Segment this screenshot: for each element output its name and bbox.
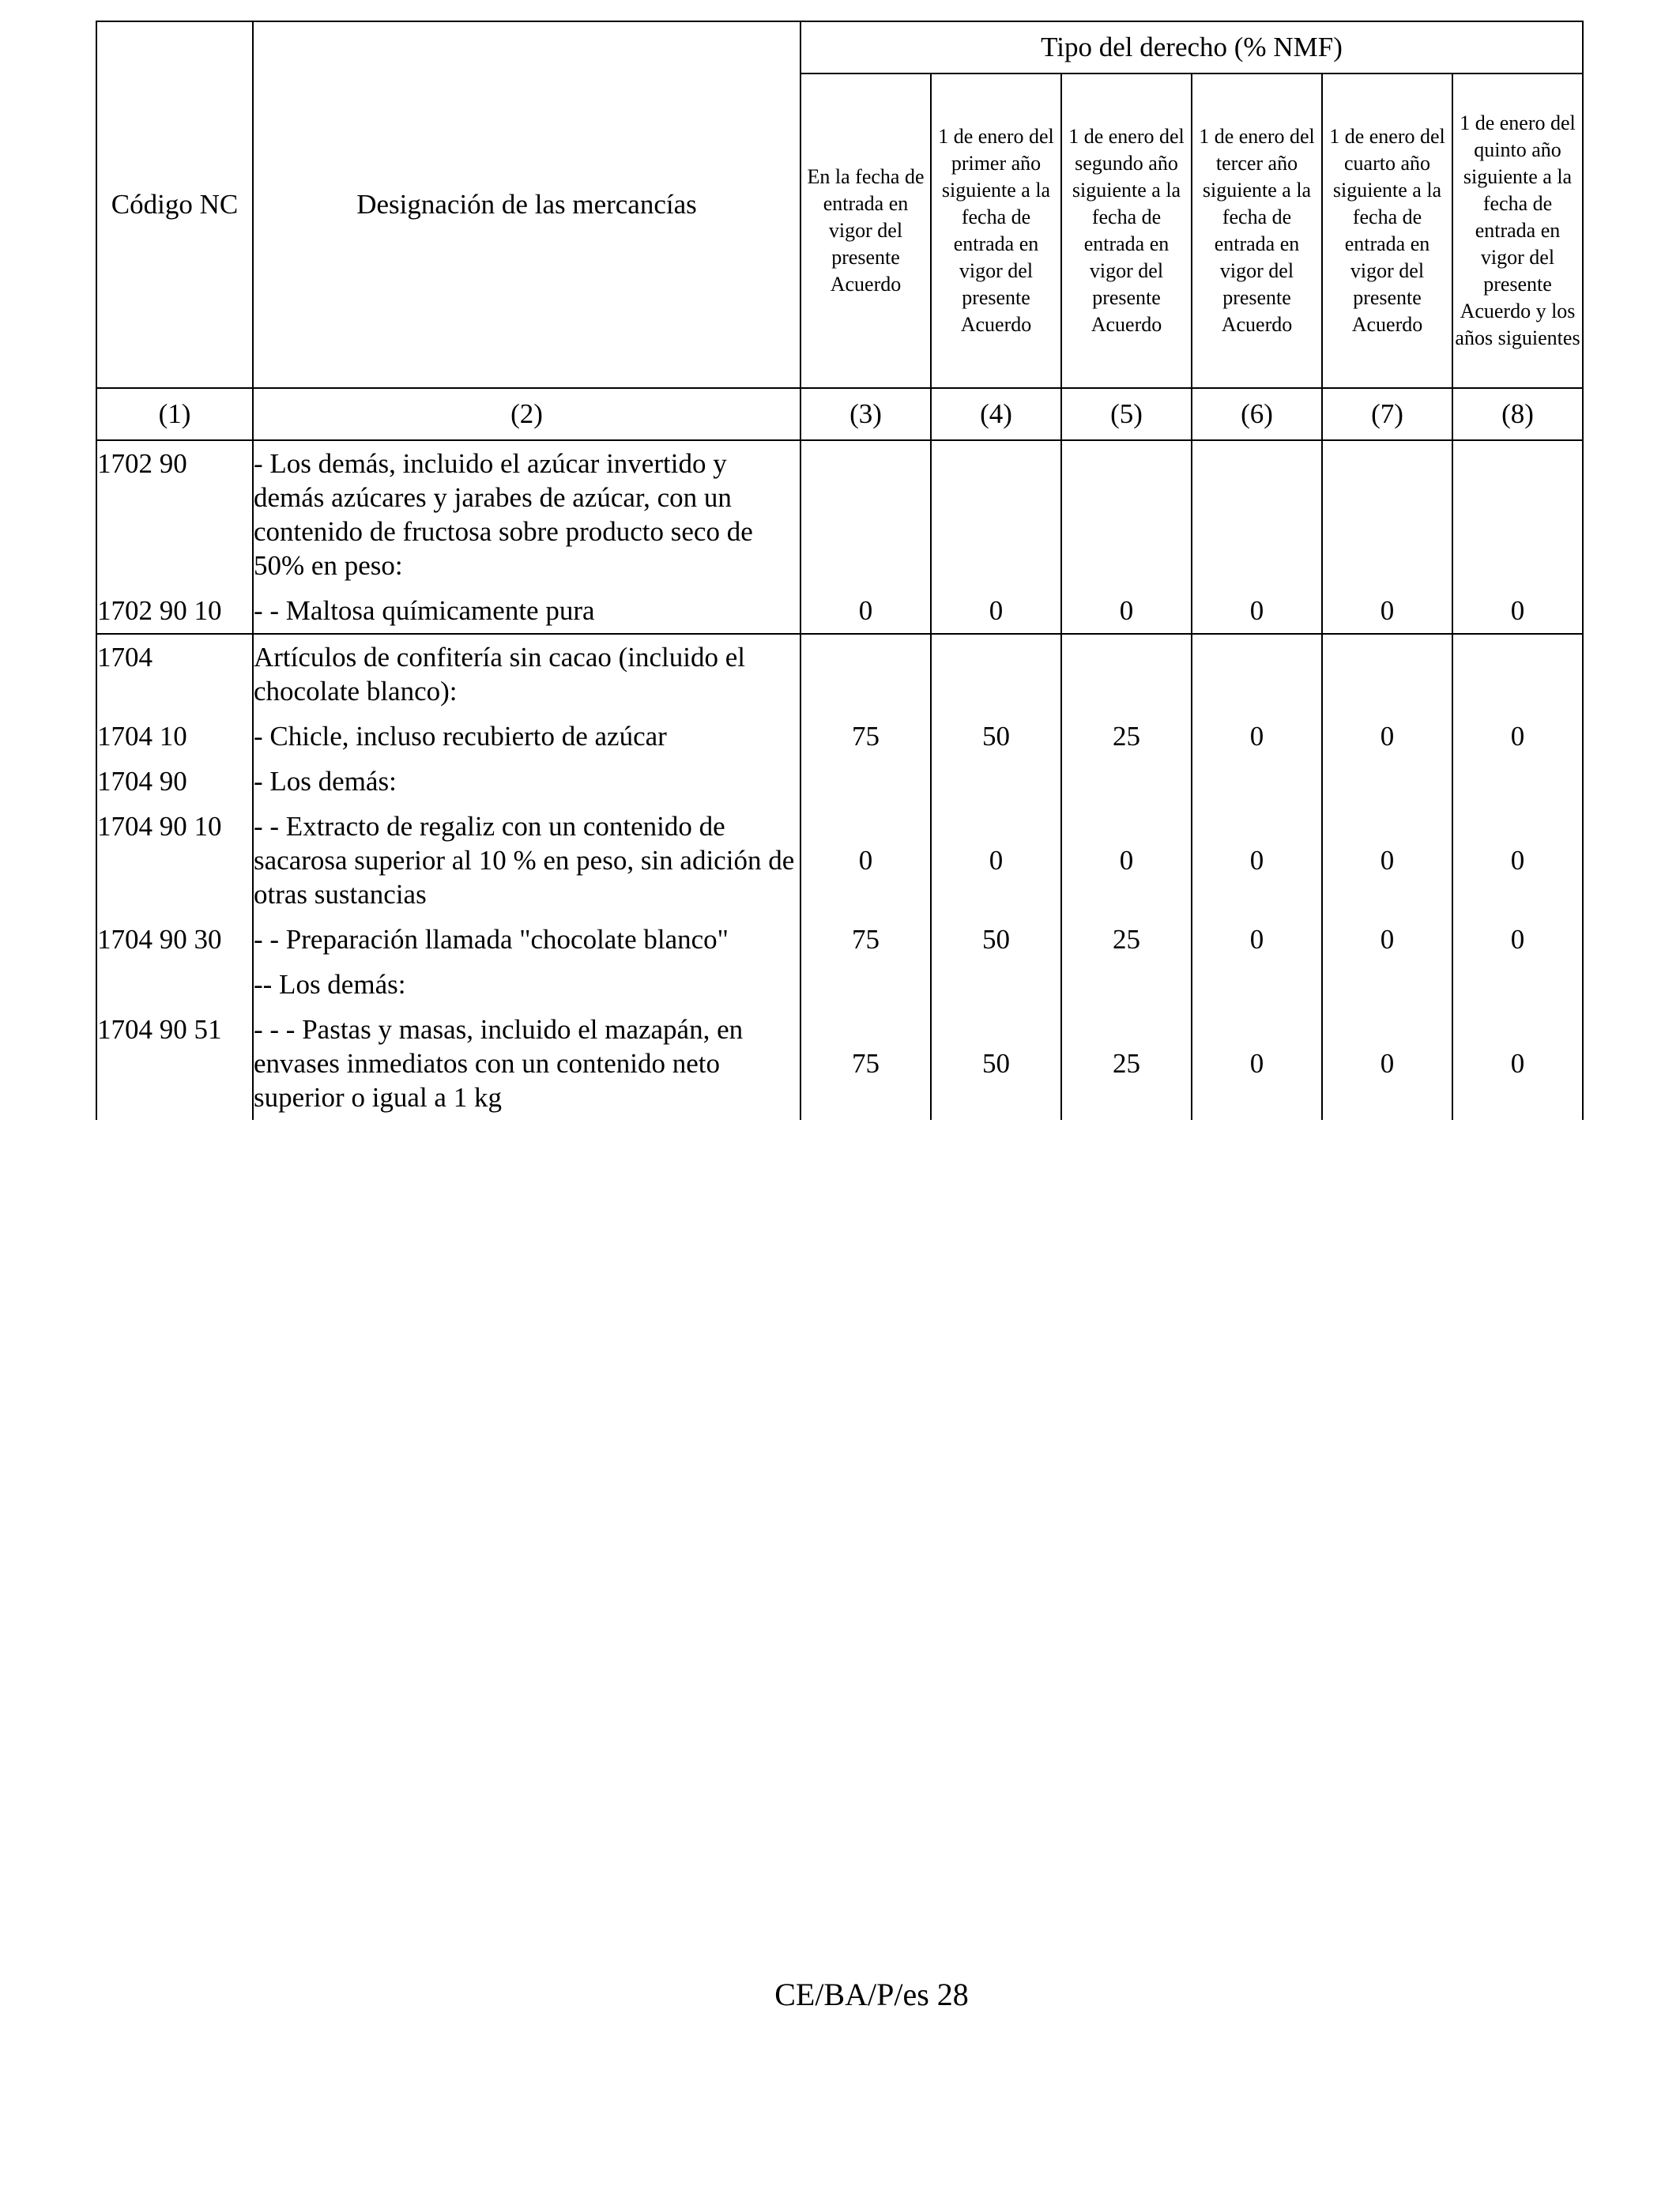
cn-code: 1704 10	[96, 714, 253, 759]
rate-cell	[800, 962, 931, 1007]
header-rate-col-4: 1 de enero del primer año siguiente a la fecha de entrada en vigor del presente Acuerdo	[931, 74, 1061, 388]
table-row	[96, 962, 1583, 1007]
goods-description: - Los demás, incluido el azúcar invertido y demás azúcares y jarabes de azúcar, con un contenido de fructosa sobre producto seco de 50% en peso:	[253, 440, 800, 588]
rate-cell: 0	[1452, 804, 1583, 917]
column-number: (1)	[96, 388, 253, 440]
page-reference: CE/BA/P/es 28	[774, 1977, 969, 2012]
column-number: (3)	[800, 388, 931, 440]
rate-cell: 0	[800, 588, 931, 634]
header-rate-col-6: 1 de enero del tercer año siguiente a la fecha de entrada en vigor del presente Acuerdo	[1192, 74, 1322, 388]
rate-cell	[1322, 440, 1452, 588]
rate-cell	[1452, 759, 1583, 804]
rate-cell	[1452, 634, 1583, 714]
column-number: (7)	[1322, 388, 1452, 440]
cn-code: 1704 90 10	[96, 804, 253, 917]
goods-description: - Chicle, incluso recubierto de azúcar	[253, 714, 800, 759]
cn-code: 1702 90	[96, 440, 253, 588]
rate-cell	[1061, 962, 1192, 1007]
rate-cell	[800, 440, 931, 588]
rate-cell: 0	[1452, 588, 1583, 634]
column-number: (2)	[253, 388, 800, 440]
rate-cell: 0	[1061, 804, 1192, 917]
goods-description: -- Los demás:	[253, 962, 800, 1007]
column-number-row	[96, 388, 1583, 440]
rate-cell	[931, 440, 1061, 588]
table-row	[96, 759, 1583, 804]
column-number: (5)	[1061, 388, 1192, 440]
table-row	[96, 440, 1583, 588]
rate-cell	[800, 759, 931, 804]
table-row	[96, 588, 1583, 634]
rate-cell	[1061, 440, 1192, 588]
rate-cell: 75	[800, 917, 931, 962]
table-row	[96, 634, 1583, 714]
cn-code: 1704	[96, 634, 253, 714]
rate-cell: 0	[931, 804, 1061, 917]
table-row	[96, 714, 1583, 759]
rate-cell	[1192, 440, 1322, 588]
column-number: (6)	[1192, 388, 1322, 440]
rate-cell	[931, 634, 1061, 714]
rate-cell	[931, 759, 1061, 804]
tariff-table	[96, 21, 1584, 1120]
header-rate-col-8: 1 de enero del quinto año siguiente a la fecha de entrada en vigor del presente Acuerdo y los años siguientes	[1452, 74, 1583, 388]
rate-cell: 0	[1322, 1007, 1452, 1120]
rate-cell: 0	[1452, 917, 1583, 962]
goods-description: - - - Pastas y masas, incluido el mazapán, en envases inmediatos con un contenido neto superior o igual a 1 kg	[253, 1007, 800, 1120]
goods-description: - - Extracto de regaliz con un contenido de sacarosa superior al 10 % en peso, sin adición de otras sustancias	[253, 804, 800, 917]
goods-description: - - Maltosa químicamente pura	[253, 588, 800, 634]
rate-cell: 0	[1192, 917, 1322, 962]
rate-cell: 0	[1322, 714, 1452, 759]
rate-cell	[1452, 440, 1583, 588]
rate-cell: 0	[1061, 588, 1192, 634]
header-rate-col-3: En la fecha de entrada en vigor del presente Acuerdo	[800, 74, 931, 388]
rate-cell: 0	[1192, 588, 1322, 634]
rate-cell	[1192, 759, 1322, 804]
header-duty-group: Tipo del derecho (% NMF)	[800, 21, 1583, 74]
rate-cell	[1452, 962, 1583, 1007]
rate-cell: 0	[800, 804, 931, 917]
header-rate-col-7: 1 de enero del cuarto año siguiente a la fecha de entrada en vigor del presente Acuerdo	[1322, 74, 1452, 388]
cn-code: 1704 90 30	[96, 917, 253, 962]
table-row	[96, 1007, 1583, 1120]
rate-cell	[1192, 962, 1322, 1007]
rate-cell	[931, 962, 1061, 1007]
rate-cell: 0	[931, 588, 1061, 634]
rate-cell: 0	[1322, 917, 1452, 962]
rate-cell: 50	[931, 917, 1061, 962]
rate-cell: 0	[1452, 714, 1583, 759]
rate-cell: 25	[1061, 1007, 1192, 1120]
rate-cell: 25	[1061, 917, 1192, 962]
rate-cell: 50	[931, 714, 1061, 759]
rate-cell: 0	[1192, 804, 1322, 917]
rate-cell: 0	[1322, 588, 1452, 634]
rate-cell: 50	[931, 1007, 1061, 1120]
header-description: Designación de las mercancías	[253, 21, 800, 388]
rate-cell	[1322, 634, 1452, 714]
rate-cell: 0	[1192, 714, 1322, 759]
goods-description: - - Preparación llamada "chocolate blanco"	[253, 917, 800, 962]
rate-cell: 75	[800, 1007, 931, 1120]
rate-cell	[1061, 759, 1192, 804]
cn-code: 1704 90	[96, 759, 253, 804]
cn-code: 1702 90 10	[96, 588, 253, 634]
rate-cell: 0	[1192, 1007, 1322, 1120]
table-row	[96, 917, 1583, 962]
rate-cell: 25	[1061, 714, 1192, 759]
cn-code	[96, 962, 253, 1007]
header-rate-col-5: 1 de enero del segundo año siguiente a la fecha de entrada en vigor del presente Acuerdo	[1061, 74, 1192, 388]
rate-cell	[1192, 634, 1322, 714]
column-number: (8)	[1452, 388, 1583, 440]
header-code: Código NC	[96, 21, 253, 388]
goods-description: Artículos de confitería sin cacao (incluido el chocolate blanco):	[253, 634, 800, 714]
rate-cell: 0	[1452, 1007, 1583, 1120]
rate-cell	[1061, 634, 1192, 714]
rate-cell	[1322, 759, 1452, 804]
rate-cell	[1322, 962, 1452, 1007]
table-row	[96, 804, 1583, 917]
rate-cell: 75	[800, 714, 931, 759]
rate-cell: 0	[1322, 804, 1452, 917]
rate-cell	[800, 634, 931, 714]
goods-description: - Los demás:	[253, 759, 800, 804]
cn-code: 1704 90 51	[96, 1007, 253, 1120]
column-number: (4)	[931, 388, 1061, 440]
